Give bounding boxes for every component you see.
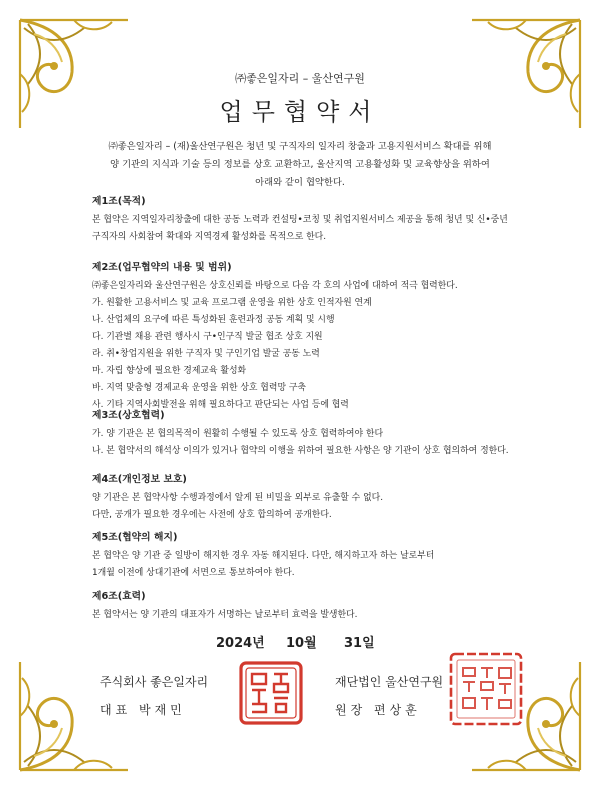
party-org-name: 주식회사 좋은일자리 xyxy=(100,675,209,689)
intro-line: 양 기관의 지식과 기술 등의 정보를 상호 교환하고, 울산지역 고용활성화 및 교육향상을 위하여 xyxy=(110,159,490,170)
date-year: 2024년 xyxy=(216,636,265,651)
date-day: 31일 xyxy=(344,636,375,651)
article-title: 제2조(업무협약의 내용 및 범위) xyxy=(92,262,232,273)
article-4 xyxy=(92,471,532,524)
article-line: 나. 산업체의 요구에 따른 특성화된 훈련과정 공동 계획 및 시행 xyxy=(92,315,335,325)
article-line: 본 협약서는 양 기관의 대표자가 서명하는 날로부터 효력을 발생한다. xyxy=(92,610,358,620)
article-line: 구직자의 사회참여 확대와 지역경제 활성화를 목적으로 한다. xyxy=(92,232,327,242)
article-line: 바. 지역 맞춤형 경제교육 운영을 위한 상호 협력망 구축 xyxy=(92,383,306,393)
article-line: 1개월 이전에 상대기관에 서면으로 통보하여야 한다. xyxy=(92,568,295,578)
party-left xyxy=(100,668,208,724)
article-line: 다. 기관별 채용 관련 행사시 구•인구직 발굴 협조 상호 지원 xyxy=(92,332,323,342)
institute-seal-icon xyxy=(447,650,525,728)
article-line: 라. 취•창업지원을 위한 구직자 및 구인기업 발굴 공동 노력 xyxy=(92,349,320,359)
article-5 xyxy=(92,529,532,582)
article-title: 제1조(목적) xyxy=(92,196,146,207)
article-line: 다만, 공개가 필요한 경우에는 사전에 상호 합의하여 공개한다. xyxy=(92,510,332,520)
article-line: 사. 기타 지역사회발전을 위해 필요하다고 판단되는 사업 등에 협력 xyxy=(92,400,349,410)
article-line: 본 협약은 지역일자리창출에 대한 공동 노력과 컨설팅•코칭 및 취업지원서비스 제공을 통해 청년 및 신•중년 xyxy=(92,215,508,225)
article-line: 가. 양 기관은 본 협의목적이 원활히 수행될 수 있도록 상호 협력하여야 한다 xyxy=(92,429,384,439)
article-line: 나. 본 협약서의 해석상 이의가 있거나 협약의 이행을 위하여 필요한 사항은 양 기관이 상호 협의하여 정한다. xyxy=(92,446,509,456)
intro-line: ㈜좋은일자리 – (재)울산연구원은 청년 및 구직자의 일자리 창출과 고용지원서비스 확대를 위해 xyxy=(108,141,492,152)
article-line: 양 기관은 본 협약사항 수행과정에서 알게 된 비밀을 외부로 유출할 수 없다. xyxy=(92,493,384,503)
article-title: 제5조(협약의 해지) xyxy=(92,532,178,543)
article-line: ㈜좋은일자리와 울산연구원은 상호신뢰를 바탕으로 다음 각 호의 사업에 대하여 적극 협력한다. xyxy=(92,281,458,291)
date-month: 10월 xyxy=(286,636,317,651)
article-title: 제4조(개인정보 보호) xyxy=(92,474,187,485)
article-title: 제3조(상호협력) xyxy=(92,410,165,421)
article-2 xyxy=(92,259,532,414)
article-3 xyxy=(92,407,532,460)
party-right xyxy=(335,668,443,724)
article-title: 제6조(효력) xyxy=(92,591,146,602)
party-org-name: 재단법인 울산연구원 xyxy=(335,675,444,689)
document-subtitle: ㈜좋은일자리 – 울산연구원 xyxy=(235,72,365,85)
article-line: 본 협약은 양 기관 중 일방이 해지한 경우 자동 해지된다. 다만, 해지하고자 하는 날로부터 xyxy=(92,551,435,561)
article-line: 마. 자립 향상에 필요한 경제교육 활성화 xyxy=(92,366,247,376)
party-representative: 대표 박재민 xyxy=(100,703,186,717)
document-title: 업무협약서 xyxy=(219,98,381,126)
party-representative: 원장 편상훈 xyxy=(335,703,421,717)
intro-line: 아래와 같이 협약한다. xyxy=(255,177,345,188)
article-6 xyxy=(92,588,532,624)
intro-paragraph xyxy=(90,138,510,192)
article-1 xyxy=(92,193,532,246)
article-line: 가. 원활한 고용서비스 및 교육 프로그램 운영을 위한 상호 인적자원 연계 xyxy=(92,298,372,308)
company-seal-icon xyxy=(238,660,304,726)
